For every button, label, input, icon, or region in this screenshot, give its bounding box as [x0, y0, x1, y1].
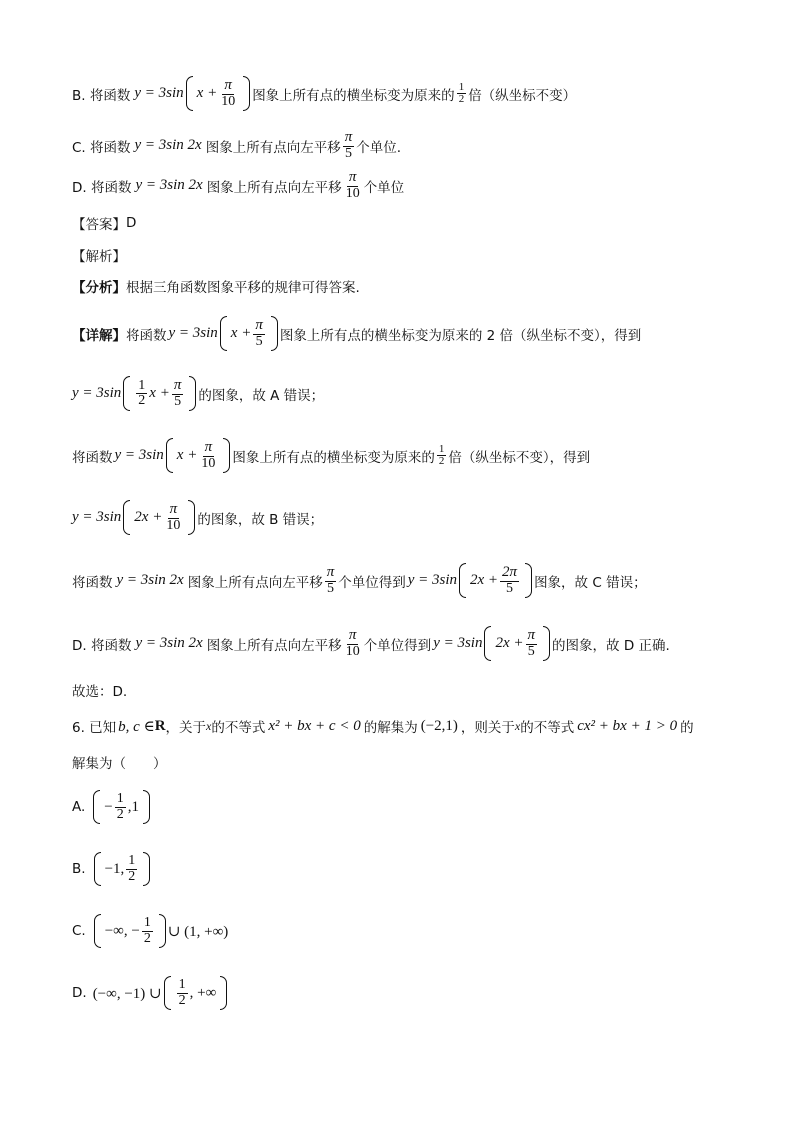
detail2-func: y = 3sin: [72, 385, 122, 402]
q6-t1: ，关于: [165, 720, 207, 736]
detail5-mid2: 个单位得到: [338, 574, 406, 591]
option-b: [72, 78, 576, 109]
choice-d-paren: [164, 978, 228, 1008]
detail5-func2: y = 3sin: [407, 572, 458, 589]
detail6-tail: 的图象，故 D 正确.: [552, 637, 670, 654]
option-c-mid: 图象上所有点向左平移: [205, 139, 341, 156]
q6-x: x: [206, 718, 212, 733]
option-b-mid: 图象上所有点的横坐标变为原来的: [252, 87, 455, 104]
detail-line-1: [72, 318, 641, 349]
choice-b-label: B.: [72, 861, 86, 878]
question-6-line-2: [72, 752, 167, 772]
option-d-tail: 个单位: [363, 179, 405, 196]
choice-c-fraction: $\frac{1}{2}$: [143, 915, 151, 946]
option-b-paren: [186, 78, 251, 109]
detail5-paren: [459, 565, 532, 596]
q6-number: 6. 已知: [72, 720, 117, 736]
detail5-pre: 将函数: [72, 574, 113, 591]
choose-line: [72, 680, 127, 700]
choice-c-pre: −∞, −: [104, 922, 140, 939]
detail2-tail: 的图象，故 A 错误；: [198, 387, 325, 404]
detail5-tail: 图象，故 C 错误；: [534, 574, 647, 591]
choice-d-label: D.: [72, 985, 87, 1002]
option-c-func: y = 3sin 2x: [134, 137, 202, 154]
choice-b-fraction: $\frac{1}{2}$: [128, 853, 136, 884]
detail-line-2: [72, 378, 324, 409]
q6-line2: 解集为（ ）: [72, 756, 167, 772]
fenxi-text: 根据三角函数图象平移的规律可得答案.: [126, 280, 360, 296]
detail3-func: y = 3sin: [114, 447, 164, 464]
detail-line-4: [72, 502, 323, 533]
choice-a-fraction: $\frac{1}{2}$: [116, 791, 124, 822]
choice-d-post: , +∞: [189, 984, 217, 1001]
detail6-func: y = 3sin 2x: [135, 635, 203, 652]
detail2-fraction: $\frac{\pi}{5}$: [173, 377, 182, 409]
detail5-arg: 2x +: [470, 572, 499, 589]
option-d-mid: 图象上所有点向左平移: [206, 179, 342, 196]
analysis-line: [72, 245, 126, 265]
choose-text: 故选：D.: [72, 684, 128, 700]
q6-solution: (−2,1): [420, 717, 458, 734]
detail1-paren: [220, 318, 278, 349]
detail4-tail: 的图象，故 B 错误；: [197, 511, 324, 528]
detail-line-6: [72, 628, 670, 659]
detail2-paren: [123, 378, 196, 409]
detail1-tail: 图象上所有点的横坐标变为原来的 2 倍（纵坐标不变），得到: [279, 327, 642, 344]
q6-ineq2: cx² + bx + 1 > 0: [577, 717, 678, 734]
detail1-arg: x +: [230, 325, 252, 342]
option-d: [72, 170, 404, 201]
choice-b-pre: −1,: [104, 860, 125, 877]
option-b-arg: x +: [196, 85, 218, 102]
option-c: [72, 130, 401, 161]
detail6-paren: [484, 628, 550, 659]
detail5-func: y = 3sin 2x: [116, 572, 184, 589]
detail5-fraction2: $\frac{2\pi}{5}$: [502, 564, 518, 596]
q6-set-r: R: [154, 717, 166, 734]
q6-set: b, c ∈: [118, 718, 155, 735]
detail4-func: y = 3sin: [72, 509, 122, 526]
choice-c-label: C.: [72, 923, 86, 940]
detail6-func2: y = 3sin: [433, 635, 483, 652]
detail6-fraction2: $\frac{\pi}{5}$: [527, 627, 536, 659]
choice-a-post: ,1: [127, 798, 140, 815]
q6-t6: 的: [680, 720, 694, 736]
analysis-tag: 【解析】: [72, 249, 126, 265]
question-6-line-1: [72, 716, 694, 736]
answer-tag: 【答案】: [72, 217, 126, 233]
option-b-fraction: $\frac{\pi}{10}$: [221, 77, 236, 109]
choice-d-pre: (−∞, −1) ∪: [92, 985, 162, 1002]
detail6-mid2: 个单位得到: [363, 637, 432, 654]
choice-a-label: A.: [72, 799, 86, 816]
choice-c-post: ∪ (1, +∞): [167, 923, 229, 940]
fenxi-tag: 【分析】: [72, 280, 126, 296]
choice-a: [72, 792, 152, 822]
q6-t2: 的不等式: [211, 720, 266, 736]
detail5-fraction: $\frac{\pi}{5}$: [326, 564, 335, 596]
detail3-tail: 倍（纵坐标不变），得到: [448, 449, 591, 466]
choice-b: [72, 854, 152, 884]
option-b-func: y = 3sin: [134, 85, 184, 102]
q6-t3: 的解集为: [363, 720, 418, 736]
option-b-tail: 倍（纵坐标不变）: [468, 87, 577, 104]
option-c-label: C. 将函数: [72, 139, 131, 156]
detail3-pre: 将函数: [72, 449, 113, 466]
detail3-mid: 图象上所有点的横坐标变为原来的: [232, 449, 435, 466]
detail3-fraction: $\frac{\pi}{10}$: [201, 439, 216, 471]
detail-line-3: [72, 440, 590, 471]
choice-a-paren: [93, 792, 150, 822]
option-b-half: $\frac{1}{2}$: [458, 80, 465, 106]
detail1-pre: 将函数: [126, 327, 167, 344]
detail6-pre: D. 将函数: [72, 637, 132, 654]
detail3-paren: [166, 440, 231, 471]
q6-x2: x: [514, 718, 521, 733]
detail6-mid: 图象上所有点向左平移: [206, 637, 342, 654]
detail4-fraction: $\frac{\pi}{10}$: [166, 501, 181, 533]
option-d-fraction: $\frac{\pi}{10}$: [345, 169, 360, 201]
answer-line: [72, 213, 136, 233]
detail6-fraction: $\frac{\pi}{10}$: [345, 627, 360, 659]
detail3-half: $\frac{1}{2}$: [438, 442, 445, 468]
detail1-func: y = 3sin: [168, 325, 218, 342]
choice-b-paren: [94, 854, 151, 884]
q6-t4: ，则关于: [460, 720, 515, 736]
q6-ineq: x² + bx + c < 0: [268, 717, 361, 734]
option-c-fraction: $\frac{\pi}{5}$: [344, 129, 353, 161]
detail1-fraction: $\frac{\pi}{5}$: [255, 317, 263, 349]
choice-c: [72, 916, 228, 946]
detail2-x: x +: [149, 385, 170, 402]
detail6-arg: 2x +: [495, 635, 524, 652]
option-d-func: y = 3sin 2x: [135, 177, 203, 194]
detail4-arg: 2x +: [134, 509, 163, 526]
answer-value: D: [126, 215, 137, 231]
fenxi-line: [72, 276, 360, 296]
detail4-paren: [123, 502, 195, 533]
choice-d-fraction: $\frac{1}{2}$: [178, 977, 186, 1008]
choice-a-pre: −: [104, 798, 113, 815]
option-d-label: D. 将函数: [72, 179, 132, 196]
choice-d: [72, 978, 229, 1008]
choice-c-paren: [94, 916, 166, 946]
q6-t5: 的不等式: [520, 720, 575, 736]
detail-tag: 【详解】: [72, 327, 126, 344]
detail2-half: $\frac{1}{2}$: [138, 377, 146, 409]
option-c-tail: 个单位.: [356, 139, 402, 156]
detail-line-5: [72, 565, 647, 596]
detail5-mid: 图象上所有点向左平移: [187, 574, 323, 591]
detail3-arg: x +: [176, 447, 198, 464]
option-b-label: B. 将函数: [72, 87, 131, 104]
